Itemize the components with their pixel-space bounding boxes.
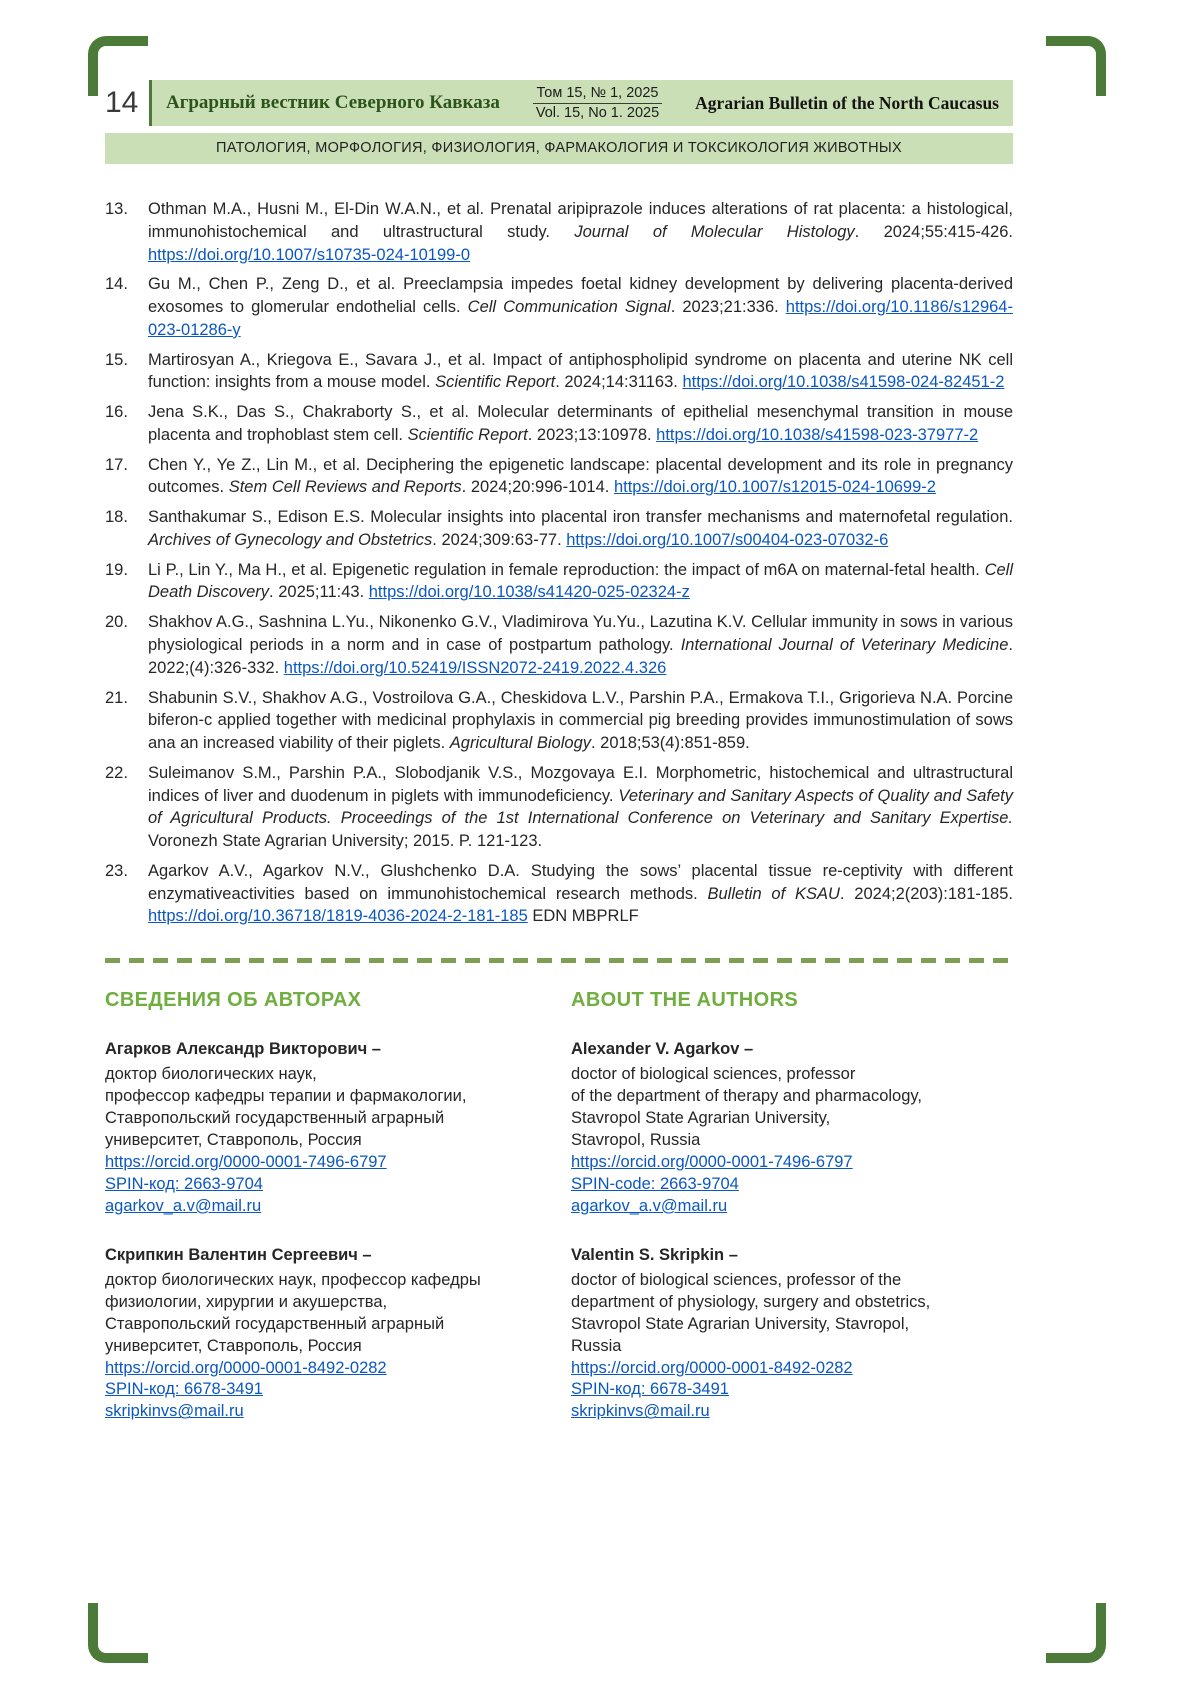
doi-link[interactable]: https://doi.org/10.1007/s00404-023-07032-6 <box>566 530 889 549</box>
journal-title-ru: Аграрный вестник Северного Кавказа <box>166 92 500 113</box>
page-corner-bottom-right <box>1046 1603 1106 1663</box>
reference-item <box>105 454 1013 500</box>
page-content <box>105 80 1013 1451</box>
journal-name: Cell Communication Signal <box>467 298 671 317</box>
reference-fragment: Shakhov A.G., Sashnina L.Yu., Nikonenko G.V., Vladimirova Yu.Yu., Lazutina K.V. Cellular immunity in sows in various physiological periods in a norm and in case of postpartum pathology. <box>148 613 1013 655</box>
doi-link[interactable]: https://doi.org/10.1038/s41598-023-37977-2 <box>656 425 979 444</box>
reference-number: 13. <box>105 200 128 218</box>
journal-title-en: Agrarian Bulletin of the North Caucasus <box>695 92 999 113</box>
author-detail-line: профессор кафедры терапии и фармакологии, <box>105 1087 467 1106</box>
doi-link[interactable]: https://doi.org/10.52419/ISSN2072-2419.2022.4.326 <box>283 658 667 677</box>
author-link[interactable]: agarkov_a.v@mail.ru <box>571 1196 728 1215</box>
reference-fragment: Santhakumar S., Edison E.S. Molecular insights into placental iron transfer mechanisms and maternofetal regulation. <box>148 508 1013 527</box>
reference-item <box>105 506 1013 552</box>
reference-fragment: . 2018;53(4):851-859. <box>591 734 750 753</box>
reference-item <box>105 198 1013 266</box>
author-detail-line: доктор биологических наук, профессор кафедры <box>105 1270 481 1289</box>
page-corner-top-right <box>1046 36 1106 96</box>
reference-fragment: Voronezh State Agrarian University; 2015. P. 121-123. <box>148 832 543 851</box>
author-detail-line: Ставропольский государственный аграрный <box>105 1314 445 1333</box>
reference-text <box>148 454 1013 500</box>
reference-fragment: Suleimanov S.M., Parshin P.A., Slobodjanik V.S., Mozgovaya E.I. Morphometric, histochemical and ultrastructural indices of liver and duodenum in piglets with immunodeficiency. <box>148 763 1013 805</box>
journal-name: International Journal of Veterinary Medicine <box>680 636 1009 655</box>
section-title-bar: ПАТОЛОГИЯ, МОРФОЛОГИЯ, ФИЗИОЛОГИЯ, ФАРМАКОЛОГИЯ И ТОКСИКОЛОГИЯ ЖИВОТНЫХ <box>105 133 1013 164</box>
journal-header-band <box>149 80 1013 126</box>
authors-col-ru <box>105 989 547 1451</box>
reference-number: 15. <box>105 350 128 369</box>
reference-number: 20. <box>105 613 128 632</box>
authors-heading-ru: СВЕДЕНИЯ ОБ АВТОРАХ <box>105 989 362 1012</box>
authors-entries-en <box>571 1040 1013 1423</box>
journal-name: Veterinary and Sanitary Aspects of Quality and Safety of Agricultural Products. Proceedings of the 1st International Conference on Veterinary and Sanitary Expertise. <box>148 786 1013 828</box>
reference-fragment: . 2023;21:336. <box>670 298 786 317</box>
doi-link[interactable]: https://doi.org/10.1186/s12964-023-01286-y <box>148 298 1013 339</box>
author-detail-line: университет, Ставрополь, Россия <box>105 1336 362 1355</box>
reference-fragment: Gu M., Chen P., Zeng D., et al. Preeclampsia impedes foetal kidney development by delivering placenta-derived exosomes to glomerular endothelial cells. <box>148 275 1013 317</box>
author-detail-line: университет, Ставрополь, Россия <box>105 1131 362 1150</box>
reference-text <box>148 611 1013 679</box>
page-number: 14 <box>105 86 139 119</box>
journal-name: Scientific Report <box>407 425 528 444</box>
author-detail-line: доктор биологических наук, <box>105 1065 317 1084</box>
author-link[interactable]: agarkov_a.v@mail.ru <box>105 1196 262 1215</box>
author-detail-line: doctor of biological sciences, professor <box>571 1065 856 1084</box>
reference-number: 19. <box>105 560 128 579</box>
author-name: Скрипкин Валентин Сергеевич – <box>105 1245 372 1264</box>
author-link[interactable]: SPIN-код: 6678-3491 <box>105 1380 263 1399</box>
reference-number: 17. <box>105 455 128 474</box>
reference-fragment: . 2024;55:415-426. <box>854 222 1013 241</box>
author-link[interactable]: skripkinvs@mail.ru <box>105 1402 244 1421</box>
reference-item <box>105 559 1013 605</box>
author-link[interactable]: https://orcid.org/0000-0001-7496-6797 <box>105 1152 387 1171</box>
reference-fragment: . 2025;11:43. <box>269 583 369 602</box>
author-link[interactable]: SPIN-код: 6678-3491 <box>571 1380 729 1399</box>
author-link[interactable]: https://orcid.org/0000-0001-8492-0282 <box>105 1358 387 1377</box>
reference-text <box>148 687 1013 755</box>
reference-number: 21. <box>105 688 128 707</box>
journal-name: Cell Death Discovery <box>148 560 1013 602</box>
reference-fragment: . 2024;14:31163. <box>555 373 683 392</box>
reference-text <box>148 273 1013 341</box>
reference-text <box>148 349 1013 395</box>
author-detail-line: Stavropol State Agrarian University, Stavropol, <box>571 1314 910 1333</box>
author-link[interactable]: SPIN-code: 2663-9704 <box>571 1174 739 1193</box>
authors-heading-en: ABOUT THE AUTHORS <box>571 989 799 1012</box>
reference-fragment: . 2022;(4):326-332. <box>148 636 1013 677</box>
dashed-divider <box>105 958 1013 963</box>
author-name: Alexander V. Agarkov – <box>571 1040 754 1059</box>
volume-info <box>533 84 663 122</box>
author-detail-line: физиологии, хирургии и акушерства, <box>105 1292 388 1311</box>
journal-name: Agricultural Biology <box>449 734 591 753</box>
reference-fragment: . 2024;2(203):181-185. <box>839 884 1013 903</box>
author-entry <box>105 1040 547 1218</box>
reference-fragment: Chen Y., Ye Z., Lin M., et al. Deciphering the epigenetic landscape: placental development and its role in pregnancy outcomes. <box>148 455 1013 497</box>
reference-text <box>148 198 1013 266</box>
author-name: Агарков Александр Викторович – <box>105 1040 381 1059</box>
reference-item <box>105 273 1013 341</box>
reference-fragment: Othman M.A., Husni M., El-Din W.A.N., et al. Prenatal aripiprazole induces alterations of rat placenta: a histological, immunohistochemical and ultrastructural study. <box>148 200 1013 241</box>
reference-number: 22. <box>105 763 128 782</box>
reference-fragment: . 2023;13:10978. <box>527 425 657 444</box>
reference-item <box>105 860 1013 928</box>
author-detail-line: doctor of biological sciences, professor of the <box>571 1270 902 1289</box>
doi-link[interactable]: https://doi.org/10.36718/1819-4036-2024-2-181-185 <box>148 907 528 926</box>
running-header <box>105 80 1013 126</box>
reference-fragment: Li P., Lin Y., Ma H., et al. Epigenetic regulation in female reproduction: the impact of m6A on maternal-fetal health. <box>148 560 985 579</box>
reference-number: 16. <box>105 403 128 422</box>
authors-col-en <box>571 989 1013 1451</box>
journal-name: Scientific Report <box>435 373 556 392</box>
reference-text <box>148 559 1013 605</box>
author-detail-line: department of physiology, surgery and obstetrics, <box>571 1292 931 1311</box>
author-entry <box>571 1246 1013 1424</box>
doi-link[interactable]: https://doi.org/10.1007/s12015-024-10699-2 <box>613 478 936 497</box>
reference-number: 23. <box>105 861 128 880</box>
reference-text <box>148 762 1013 853</box>
reference-text <box>148 860 1013 928</box>
author-link[interactable]: https://orcid.org/0000-0001-7496-6797 <box>571 1152 853 1171</box>
reference-text <box>148 401 1013 447</box>
author-detail-line: Russia <box>571 1336 622 1355</box>
author-link[interactable]: SPIN-код: 2663-9704 <box>105 1174 263 1193</box>
reference-fragment: Jena S.K., Das S., Chakraborty S., et al. Molecular determinants of epithelial mesenchymal transition in mouse placenta and trophoblast stem cell. <box>148 403 1013 444</box>
author-entry <box>571 1040 1013 1218</box>
journal-name: Journal of Molecular Histology <box>574 222 855 241</box>
references-list <box>105 198 1013 928</box>
authors-section <box>105 989 1013 1451</box>
journal-name: Archives of Gynecology and Obstetrics <box>148 530 433 549</box>
page-corner-bottom-left <box>88 1603 148 1663</box>
reference-number: 14. <box>105 275 128 294</box>
author-detail-line: Ставропольский государственный аграрный <box>105 1109 445 1128</box>
reference-item <box>105 687 1013 755</box>
author-detail-line: Stavropol State Agrarian University, <box>571 1109 831 1128</box>
doi-link[interactable]: https://doi.org/10.1007/s10735-024-10199-0 <box>148 245 470 264</box>
reference-item <box>105 349 1013 395</box>
reference-number: 18. <box>105 508 128 527</box>
reference-fragment: . 2024;309:63-77. <box>432 530 567 549</box>
reference-fragment: Agarkov A.V., Agarkov N.V., Glushchenko D.A. Studying the sows’ placental tissue re-ceptivity with different enzymativeactivities based on immunohistochemical research methods. <box>148 861 1013 903</box>
volume-info-en: Vol. 15, No 1. 2025 <box>535 105 660 121</box>
journal-name: Bulletin of KSAU <box>707 884 840 903</box>
authors-entries-ru <box>105 1040 547 1423</box>
author-entry <box>105 1246 547 1424</box>
author-link[interactable]: https://orcid.org/0000-0001-8492-0282 <box>571 1358 853 1377</box>
reference-item <box>105 762 1013 853</box>
reference-fragment: Shabunin S.V., Shakhov A.G., Vostroilova G.A., Cheskidova L.V., Parshin P.A., Ermakova T.I., Grigorieva N.A. Porcine biferon-c applied together with medicinal prophylaxis in commercial pig breeding provides immunostimulation of sows ana an increased viability of their piglets. <box>148 688 1013 753</box>
doi-link[interactable]: https://doi.org/10.1038/s41420-025-02324-z <box>368 583 690 602</box>
reference-text <box>148 506 1013 552</box>
reference-fragment: EDN MBPRLF <box>527 907 639 926</box>
author-link[interactable]: skripkinvs@mail.ru <box>571 1402 710 1421</box>
journal-name: Stem Cell Reviews and Reports <box>228 478 462 497</box>
reference-item <box>105 401 1013 447</box>
reference-fragment: Martirosyan A., Kriegova E., Savara J., et al. Impact of antiphospholipid syndrome on placenta and uterine NK cell function: insights from a mouse model. <box>148 350 1013 392</box>
volume-info-ru: Том 15, № 1, 2025 <box>533 84 663 104</box>
author-name: Valentin S. Skripkin – <box>571 1245 738 1264</box>
author-detail-line: Stavropol, Russia <box>571 1131 701 1150</box>
reference-item <box>105 611 1013 679</box>
doi-link[interactable]: https://doi.org/10.1038/s41598-024-82451-2 <box>682 373 1005 392</box>
reference-fragment: . 2024;20:996-1014. <box>461 478 614 497</box>
author-detail-line: of the department of therapy and pharmacology, <box>571 1087 922 1106</box>
